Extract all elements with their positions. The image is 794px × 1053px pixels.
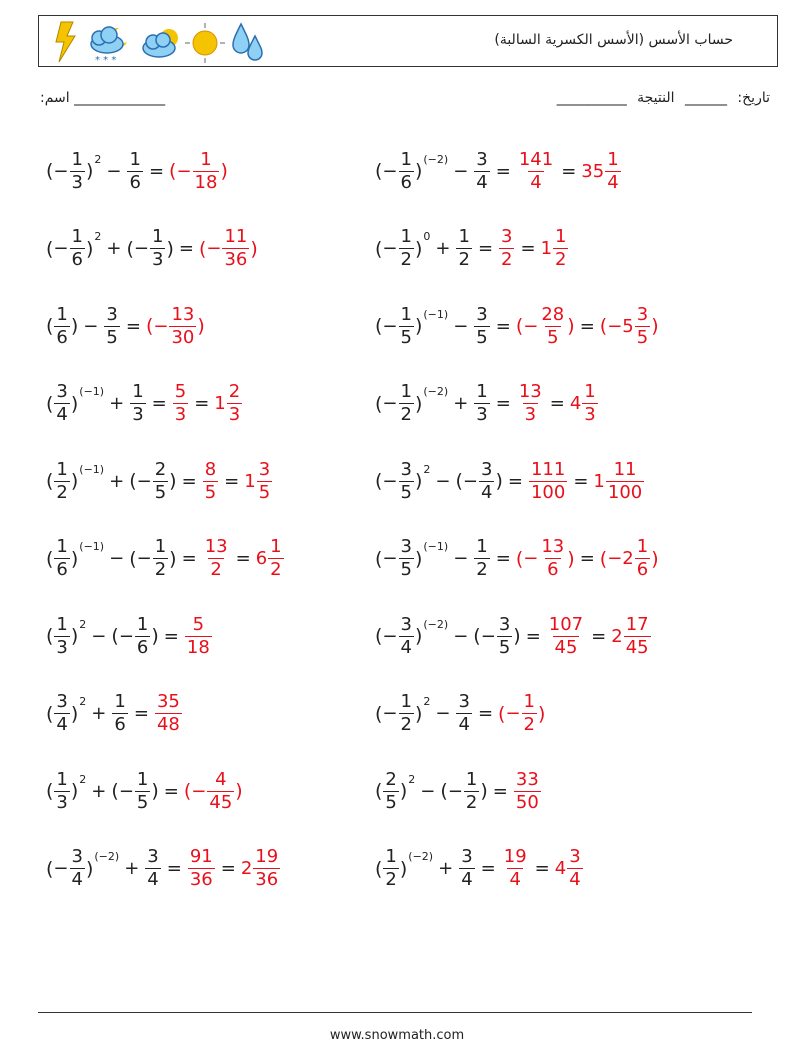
operator: − (382, 703, 398, 724)
fraction: $\frac{1}{6}$ (56, 303, 68, 348)
whole-number: 2 (240, 858, 253, 879)
equals-sign: = (148, 160, 165, 182)
fraction: $\frac{4}{45}$ (209, 768, 233, 813)
equals-sign: = (495, 315, 511, 337)
problem-right-10 (375, 838, 584, 900)
whole-number: 35 (581, 160, 605, 182)
parenthesis: ( (375, 315, 383, 337)
operator: − (136, 470, 152, 492)
equals-sign: = (549, 393, 565, 414)
fraction: $\frac{3}{4}$ (147, 846, 159, 890)
result-label: النتيجة (637, 90, 675, 106)
fraction: $\frac{19}{36}$ (255, 846, 279, 890)
operator: − (382, 160, 398, 182)
parenthesis: ) (220, 160, 228, 182)
parenthesis: ( (129, 547, 137, 570)
fraction: $\frac{1}{6}$ (114, 691, 126, 735)
fraction: $\frac{1}{5}$ (136, 768, 149, 813)
equals-sign: = (591, 625, 607, 647)
parenthesis: ) (151, 625, 159, 647)
parenthesis: ) (651, 315, 659, 337)
operator: − (91, 625, 107, 647)
fraction: $\frac{1}{3}$ (584, 381, 596, 425)
problem-right-2 (375, 218, 569, 280)
fraction: $\frac{3}{4}$ (400, 613, 412, 658)
operator: − (206, 238, 222, 259)
operator: − (382, 393, 398, 414)
fraction: $\frac{3}{4}$ (476, 148, 488, 193)
operator: − (505, 703, 521, 724)
fraction: $\frac{1}{2}$ (465, 768, 478, 813)
operator: + (124, 858, 140, 879)
parenthesis: ( (129, 470, 137, 492)
equals-sign: = (579, 548, 595, 569)
operator: − (83, 315, 99, 337)
fraction: $\frac{5}{18}$ (186, 613, 210, 658)
parenthesis: ) (197, 315, 205, 337)
parenthesis: ) (235, 780, 243, 802)
parenthesis: ( (111, 780, 119, 802)
parenthesis: ) (70, 780, 79, 802)
name-field (40, 90, 165, 106)
whole-number: 1 (540, 238, 553, 259)
problem-left-1 (46, 140, 228, 202)
fraction: $\frac{1}{2}$ (555, 226, 567, 270)
whole-number: 4 (554, 858, 567, 879)
exponent: (−2) (94, 850, 120, 863)
operator: − (136, 548, 152, 569)
operator: − (453, 548, 469, 569)
equals-sign: = (133, 703, 149, 724)
equals-sign: = (125, 315, 141, 337)
problem-left-2 (46, 218, 258, 280)
fraction: $\frac{3}{4}$ (56, 691, 68, 735)
parenthesis: ( (375, 702, 383, 725)
fraction: $\frac{1}{3}$ (476, 381, 488, 425)
parenthesis: ) (414, 470, 423, 492)
fraction: $\frac{1}{18}$ (194, 148, 218, 193)
fraction: $\frac{13}{6}$ (541, 536, 565, 580)
problem-right-5 (375, 450, 645, 512)
parenthesis: ) (414, 160, 423, 182)
operator: − (607, 548, 623, 569)
fraction: $\frac{28}{5}$ (541, 303, 565, 348)
problem-right-6 (375, 528, 659, 590)
parenthesis: ( (46, 470, 54, 492)
parenthesis: ) (538, 702, 546, 725)
fraction: $\frac{3}{4}$ (481, 458, 493, 503)
problem-right-9 (375, 760, 542, 822)
fraction: $\frac{1}{2}$ (523, 691, 535, 735)
equals-sign: = (163, 780, 179, 802)
parenthesis: ) (399, 780, 408, 802)
exponent: 2 (79, 772, 87, 786)
problem-left-7 (46, 605, 213, 667)
whole-number: 1 (593, 470, 605, 492)
parenthesis: ) (70, 315, 79, 337)
whole-number: 2 (622, 548, 634, 569)
parenthesis: ) (513, 625, 521, 647)
equals-sign: = (181, 470, 197, 492)
fraction: $\frac{2}{5}$ (385, 768, 397, 813)
equals-sign: = (477, 703, 494, 724)
parenthesis: ) (85, 857, 94, 880)
parenthesis: ) (414, 547, 423, 570)
parenthesis: ( (375, 470, 383, 492)
exponent: 2 (79, 617, 87, 631)
equals-sign: = (220, 858, 236, 879)
equals-sign: = (224, 470, 240, 492)
equals-sign: = (492, 780, 508, 802)
operator: − (453, 160, 469, 182)
fraction: $\frac{3}{4}$ (569, 846, 581, 890)
svg-text:* * *: * * * (95, 55, 117, 66)
operator: − (382, 625, 398, 647)
date-result-field (551, 90, 770, 106)
parenthesis: ) (151, 780, 159, 802)
fraction: $\frac{3}{5}$ (400, 536, 412, 580)
parenthesis: ) (70, 547, 79, 570)
operator: + (453, 393, 469, 414)
problem-left-6 (46, 528, 285, 590)
fraction: $\frac{1}{2}$ (385, 846, 397, 890)
problem-left-5 (46, 450, 273, 512)
fraction: $\frac{3}{5}$ (498, 613, 511, 658)
exponent: (−1) (79, 462, 105, 476)
equals-sign: = (163, 625, 179, 647)
parenthesis: ( (46, 702, 54, 725)
sun-icon (185, 23, 225, 63)
problem-left-8 (46, 683, 183, 745)
fraction: $\frac{13}{3}$ (518, 381, 542, 425)
parenthesis: ) (169, 470, 177, 492)
fraction: $\frac{1}{6}$ (636, 536, 649, 580)
exponent: 2 (94, 152, 102, 166)
equals-sign: = (235, 548, 251, 569)
fraction: $\frac{91}{36}$ (189, 846, 213, 890)
parenthesis: ) (480, 780, 488, 802)
operator: + (91, 780, 107, 802)
operator: − (191, 780, 207, 802)
fraction: $\frac{35}{48}$ (156, 691, 180, 735)
equals-sign: = (194, 393, 210, 414)
problem-right-7 (375, 605, 652, 667)
parenthesis: ( (375, 547, 383, 570)
exponent: (−1) (423, 307, 449, 321)
operator: − (53, 160, 69, 182)
operator: + (438, 858, 454, 879)
partly-cloudy-icon (143, 29, 178, 57)
equals-sign: = (534, 858, 550, 879)
parenthesis: ( (46, 547, 54, 570)
parenthesis: ) (250, 237, 258, 260)
equals-sign: = (166, 858, 182, 879)
fraction: $\frac{141}{4}$ (518, 148, 554, 193)
equals-sign: = (480, 858, 496, 879)
exponent: (−1) (423, 540, 449, 553)
operator: − (53, 238, 69, 259)
whole-number: 6 (255, 548, 268, 569)
operator: + (109, 393, 125, 414)
date-label: تاريخ: (737, 90, 770, 106)
problem-right-1 (375, 140, 622, 202)
fraction: $\frac{111}{100}$ (530, 458, 566, 503)
operator: − (480, 625, 496, 647)
water-drops-icon (233, 24, 262, 60)
fraction: $\frac{3}{5}$ (636, 303, 649, 348)
operator: − (53, 858, 69, 879)
equals-sign: = (507, 470, 523, 492)
operator: − (176, 160, 192, 182)
exponent: (−2) (423, 152, 449, 166)
parenthesis: ( (473, 625, 481, 647)
problem-left-3 (46, 295, 205, 357)
fraction: $\frac{1}{2}$ (400, 381, 412, 425)
equals-sign: = (495, 160, 511, 182)
parenthesis: ( (145, 315, 154, 337)
parenthesis: ( (46, 392, 54, 415)
equals-sign: = (495, 548, 511, 569)
whole-number: 1 (214, 393, 226, 414)
fraction: $\frac{1}{4}$ (607, 148, 619, 193)
parenthesis: ) (169, 547, 177, 570)
whole-number: 1 (244, 470, 256, 492)
parenthesis: ) (414, 315, 423, 337)
fraction: $\frac{1}{3}$ (56, 613, 68, 658)
problem-left-9 (46, 760, 243, 822)
whole-number: 2 (611, 625, 623, 647)
parenthesis: ( (375, 780, 383, 802)
fraction: $\frac{1}{2}$ (270, 536, 282, 580)
parenthesis: ( (375, 160, 383, 182)
parenthesis: ) (414, 702, 423, 725)
operator: − (153, 315, 169, 337)
parenthesis: ( (46, 237, 54, 260)
equals-sign: = (573, 470, 589, 492)
snow-cloud-moon-icon (91, 27, 127, 66)
fraction: $\frac{5}{3}$ (174, 381, 187, 425)
fraction: $\frac{1}{6}$ (136, 613, 149, 658)
fraction: $\frac{1}{3}$ (152, 226, 164, 270)
fraction: $\frac{8}{5}$ (204, 458, 217, 503)
fraction: $\frac{1}{2}$ (400, 691, 412, 735)
name-label: اسم: (40, 90, 70, 106)
parenthesis: ) (70, 625, 79, 647)
parenthesis: ( (375, 625, 383, 647)
fraction: $\frac{3}{4}$ (458, 691, 470, 735)
parenthesis: ( (46, 315, 54, 337)
worksheet-title: حساب الأسس (الأسس الكسرية السالبة) (494, 32, 733, 48)
exponent: (−2) (423, 385, 449, 398)
exponent: 2 (408, 772, 416, 786)
parenthesis: ( (515, 315, 524, 337)
fraction: $\frac{11}{100}$ (607, 458, 643, 503)
exponent: 2 (94, 230, 102, 243)
whole-number: 4 (569, 393, 582, 414)
equals-sign: = (151, 393, 167, 414)
fraction: $\frac{17}{45}$ (625, 613, 649, 658)
fraction: $\frac{1}{6}$ (71, 226, 83, 270)
operator: + (91, 703, 107, 724)
parenthesis: ) (85, 237, 94, 260)
fraction: $\frac{1}{6}$ (129, 148, 141, 193)
parenthesis: ) (85, 160, 94, 182)
problem-right-3 (375, 295, 659, 357)
exponent: 2 (423, 462, 431, 476)
operator: − (382, 470, 398, 492)
operator: − (382, 548, 398, 569)
fraction: $\frac{1}{6}$ (56, 536, 68, 580)
operator: − (607, 315, 623, 337)
parenthesis: ( (375, 857, 383, 880)
parenthesis: ( (46, 780, 54, 802)
parenthesis: ) (414, 392, 423, 415)
exponent: 0 (423, 230, 431, 243)
date-blank: ______ (684, 90, 727, 106)
fraction: $\frac{13}{30}$ (171, 303, 195, 348)
fraction: $\frac{1}{2}$ (458, 226, 470, 270)
parenthesis: ( (599, 315, 608, 337)
exponent: 2 (423, 695, 431, 708)
fraction: $\frac{13}{2}$ (204, 536, 228, 580)
exponent: (−2) (423, 617, 449, 631)
fraction: $\frac{3}{4}$ (461, 846, 473, 890)
operator: − (523, 548, 539, 569)
parenthesis: ) (70, 392, 79, 415)
fraction: $\frac{1}{2}$ (56, 458, 68, 503)
fraction: $\frac{1}{2}$ (154, 536, 167, 580)
fraction: $\frac{1}{2}$ (476, 536, 488, 580)
operator: − (106, 160, 122, 182)
exponent: (−1) (79, 385, 105, 398)
footer-url: www.snowmath.com (329, 1028, 465, 1043)
fraction: $\frac{3}{5}$ (400, 458, 412, 503)
equals-sign: = (520, 238, 536, 259)
operator: − (118, 780, 134, 802)
parenthesis: ( (599, 547, 608, 570)
header-box (38, 15, 778, 67)
operator: − (453, 625, 469, 647)
operator: + (435, 238, 451, 259)
fraction: $\frac{1}{5}$ (400, 303, 412, 348)
footer-divider (38, 1012, 752, 1013)
fraction: $\frac{1}{3}$ (132, 381, 144, 425)
result-blank: __________ (556, 90, 627, 106)
parenthesis: ( (455, 470, 463, 492)
operator: − (447, 780, 463, 802)
equals-sign: = (579, 315, 595, 337)
parenthesis: ( (515, 547, 524, 570)
exponent: (−1) (79, 540, 105, 553)
weather-icons (47, 18, 267, 66)
parenthesis: ( (169, 160, 177, 182)
parenthesis: ) (166, 237, 174, 260)
fraction: $\frac{2}{3}$ (228, 381, 241, 425)
fraction: $\frac{1}{6}$ (400, 148, 412, 193)
parenthesis: ( (46, 857, 54, 880)
equals-sign: = (495, 393, 511, 414)
parenthesis: ) (414, 237, 423, 260)
problem-right-4 (375, 373, 599, 435)
operator: − (382, 238, 398, 259)
parenthesis: ( (375, 392, 383, 415)
operator: − (462, 470, 478, 492)
operator: − (523, 315, 539, 337)
fraction: $\frac{3}{2}$ (501, 226, 513, 270)
operator: − (453, 315, 469, 337)
equals-sign: = (561, 160, 577, 182)
parenthesis: ( (498, 702, 506, 725)
parenthesis: ( (375, 237, 383, 260)
operator: − (382, 315, 398, 337)
equals-sign: = (525, 625, 541, 647)
parenthesis: ( (111, 625, 119, 647)
fraction: $\frac{3}{5}$ (106, 303, 118, 348)
fraction: $\frac{2}{5}$ (154, 458, 167, 503)
exponent: (−2) (408, 850, 434, 863)
fraction: $\frac{3}{5}$ (258, 458, 271, 503)
operator: − (435, 703, 451, 724)
operator: − (109, 548, 125, 569)
problem-left-10 (46, 838, 281, 900)
parenthesis: ) (399, 857, 408, 880)
operator: − (435, 470, 451, 492)
parenthesis: ) (495, 470, 503, 492)
exponent: 2 (79, 695, 87, 708)
parenthesis: ) (567, 547, 575, 570)
fraction: $\frac{107}{45}$ (548, 613, 584, 658)
fraction: $\frac{3}{4}$ (71, 846, 83, 890)
fraction: $\frac{1}{3}$ (56, 768, 68, 813)
equals-sign: = (178, 238, 194, 259)
operator: + (106, 238, 122, 259)
fraction: $\frac{11}{36}$ (224, 226, 248, 270)
parenthesis: ( (46, 625, 54, 647)
parenthesis: ) (70, 702, 79, 725)
operator: − (420, 780, 436, 802)
operator: + (109, 470, 125, 492)
parenthesis: ( (183, 780, 192, 802)
parenthesis: ( (198, 237, 207, 260)
parenthesis: ( (440, 780, 448, 802)
operator: − (133, 238, 149, 259)
parenthesis: ) (567, 315, 575, 337)
lightning-icon (56, 22, 75, 62)
operator: − (118, 625, 134, 647)
fraction: $\frac{19}{4}$ (503, 846, 527, 890)
equals-sign: = (181, 548, 197, 569)
fraction: $\frac{3}{5}$ (476, 303, 488, 348)
fraction: $\frac{1}{2}$ (400, 226, 412, 270)
parenthesis: ) (651, 547, 659, 570)
parenthesis: ( (126, 237, 134, 260)
equals-sign: = (477, 238, 494, 259)
problem-left-4 (46, 373, 243, 435)
whole-number: 5 (622, 315, 634, 337)
problem-right-8 (375, 683, 545, 745)
name-blank: _____________ (74, 90, 166, 106)
fraction: $\frac{1}{3}$ (71, 148, 83, 193)
parenthesis: ) (414, 625, 423, 647)
parenthesis: ) (70, 470, 79, 492)
parenthesis: ( (46, 160, 54, 182)
fraction: $\frac{3}{4}$ (56, 381, 68, 425)
fraction: $\frac{33}{50}$ (515, 768, 539, 813)
